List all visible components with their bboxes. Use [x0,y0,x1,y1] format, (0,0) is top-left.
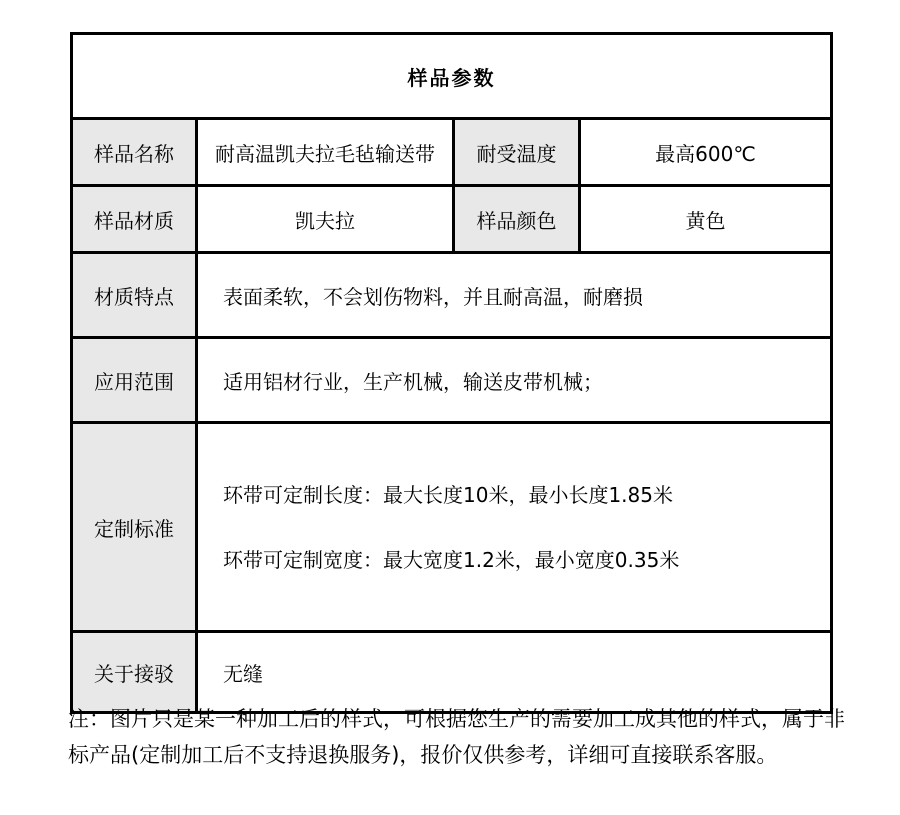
sample-name-label: 样品名称 [72,119,197,186]
joint-value: 无缝 [197,632,832,713]
row-applications [72,338,832,423]
row-custom-standard [72,423,832,632]
table-title: 样品参数 [72,34,832,119]
custom-width-line: 环带可定制宽度：最大宽度1.2米，最小宽度0.35米 [223,547,680,572]
custom-length-line: 环带可定制长度：最大长度10米，最小长度1.85米 [223,482,673,507]
color-label: 样品颜色 [454,186,580,253]
row-material-color [72,186,832,253]
spec-table [70,32,833,714]
temperature-label: 耐受温度 [454,119,580,186]
features-label: 材质特点 [72,253,197,338]
footnote-line-1: 注：图片只是某一种加工后的样式，可根据您生产的需要加工成其他的样式，属于非 [68,707,845,731]
row-features [72,253,832,338]
material-value: 凯夫拉 [197,186,454,253]
footnote [68,701,850,773]
features-value: 表面柔软，不会划伤物料，并且耐高温，耐磨损 [197,253,832,338]
custom-standard-label: 定制标准 [72,423,197,632]
custom-standard-value [197,423,832,632]
row-name-temp [72,119,832,186]
material-label: 样品材质 [72,186,197,253]
color-value: 黄色 [580,186,832,253]
applications-value: 适用铝材行业，生产机械，输送皮带机械； [197,338,832,423]
title-row [72,34,832,119]
applications-label: 应用范围 [72,338,197,423]
temperature-value: 最高600℃ [580,119,832,186]
joint-label: 关于接驳 [72,632,197,713]
sample-name-value: 耐高温凯夫拉毛毡输送带 [197,119,454,186]
footnote-line-2: 标产品(定制加工后不支持退换服务)，报价仅供参考，详细可直接联系客服。 [68,743,778,767]
